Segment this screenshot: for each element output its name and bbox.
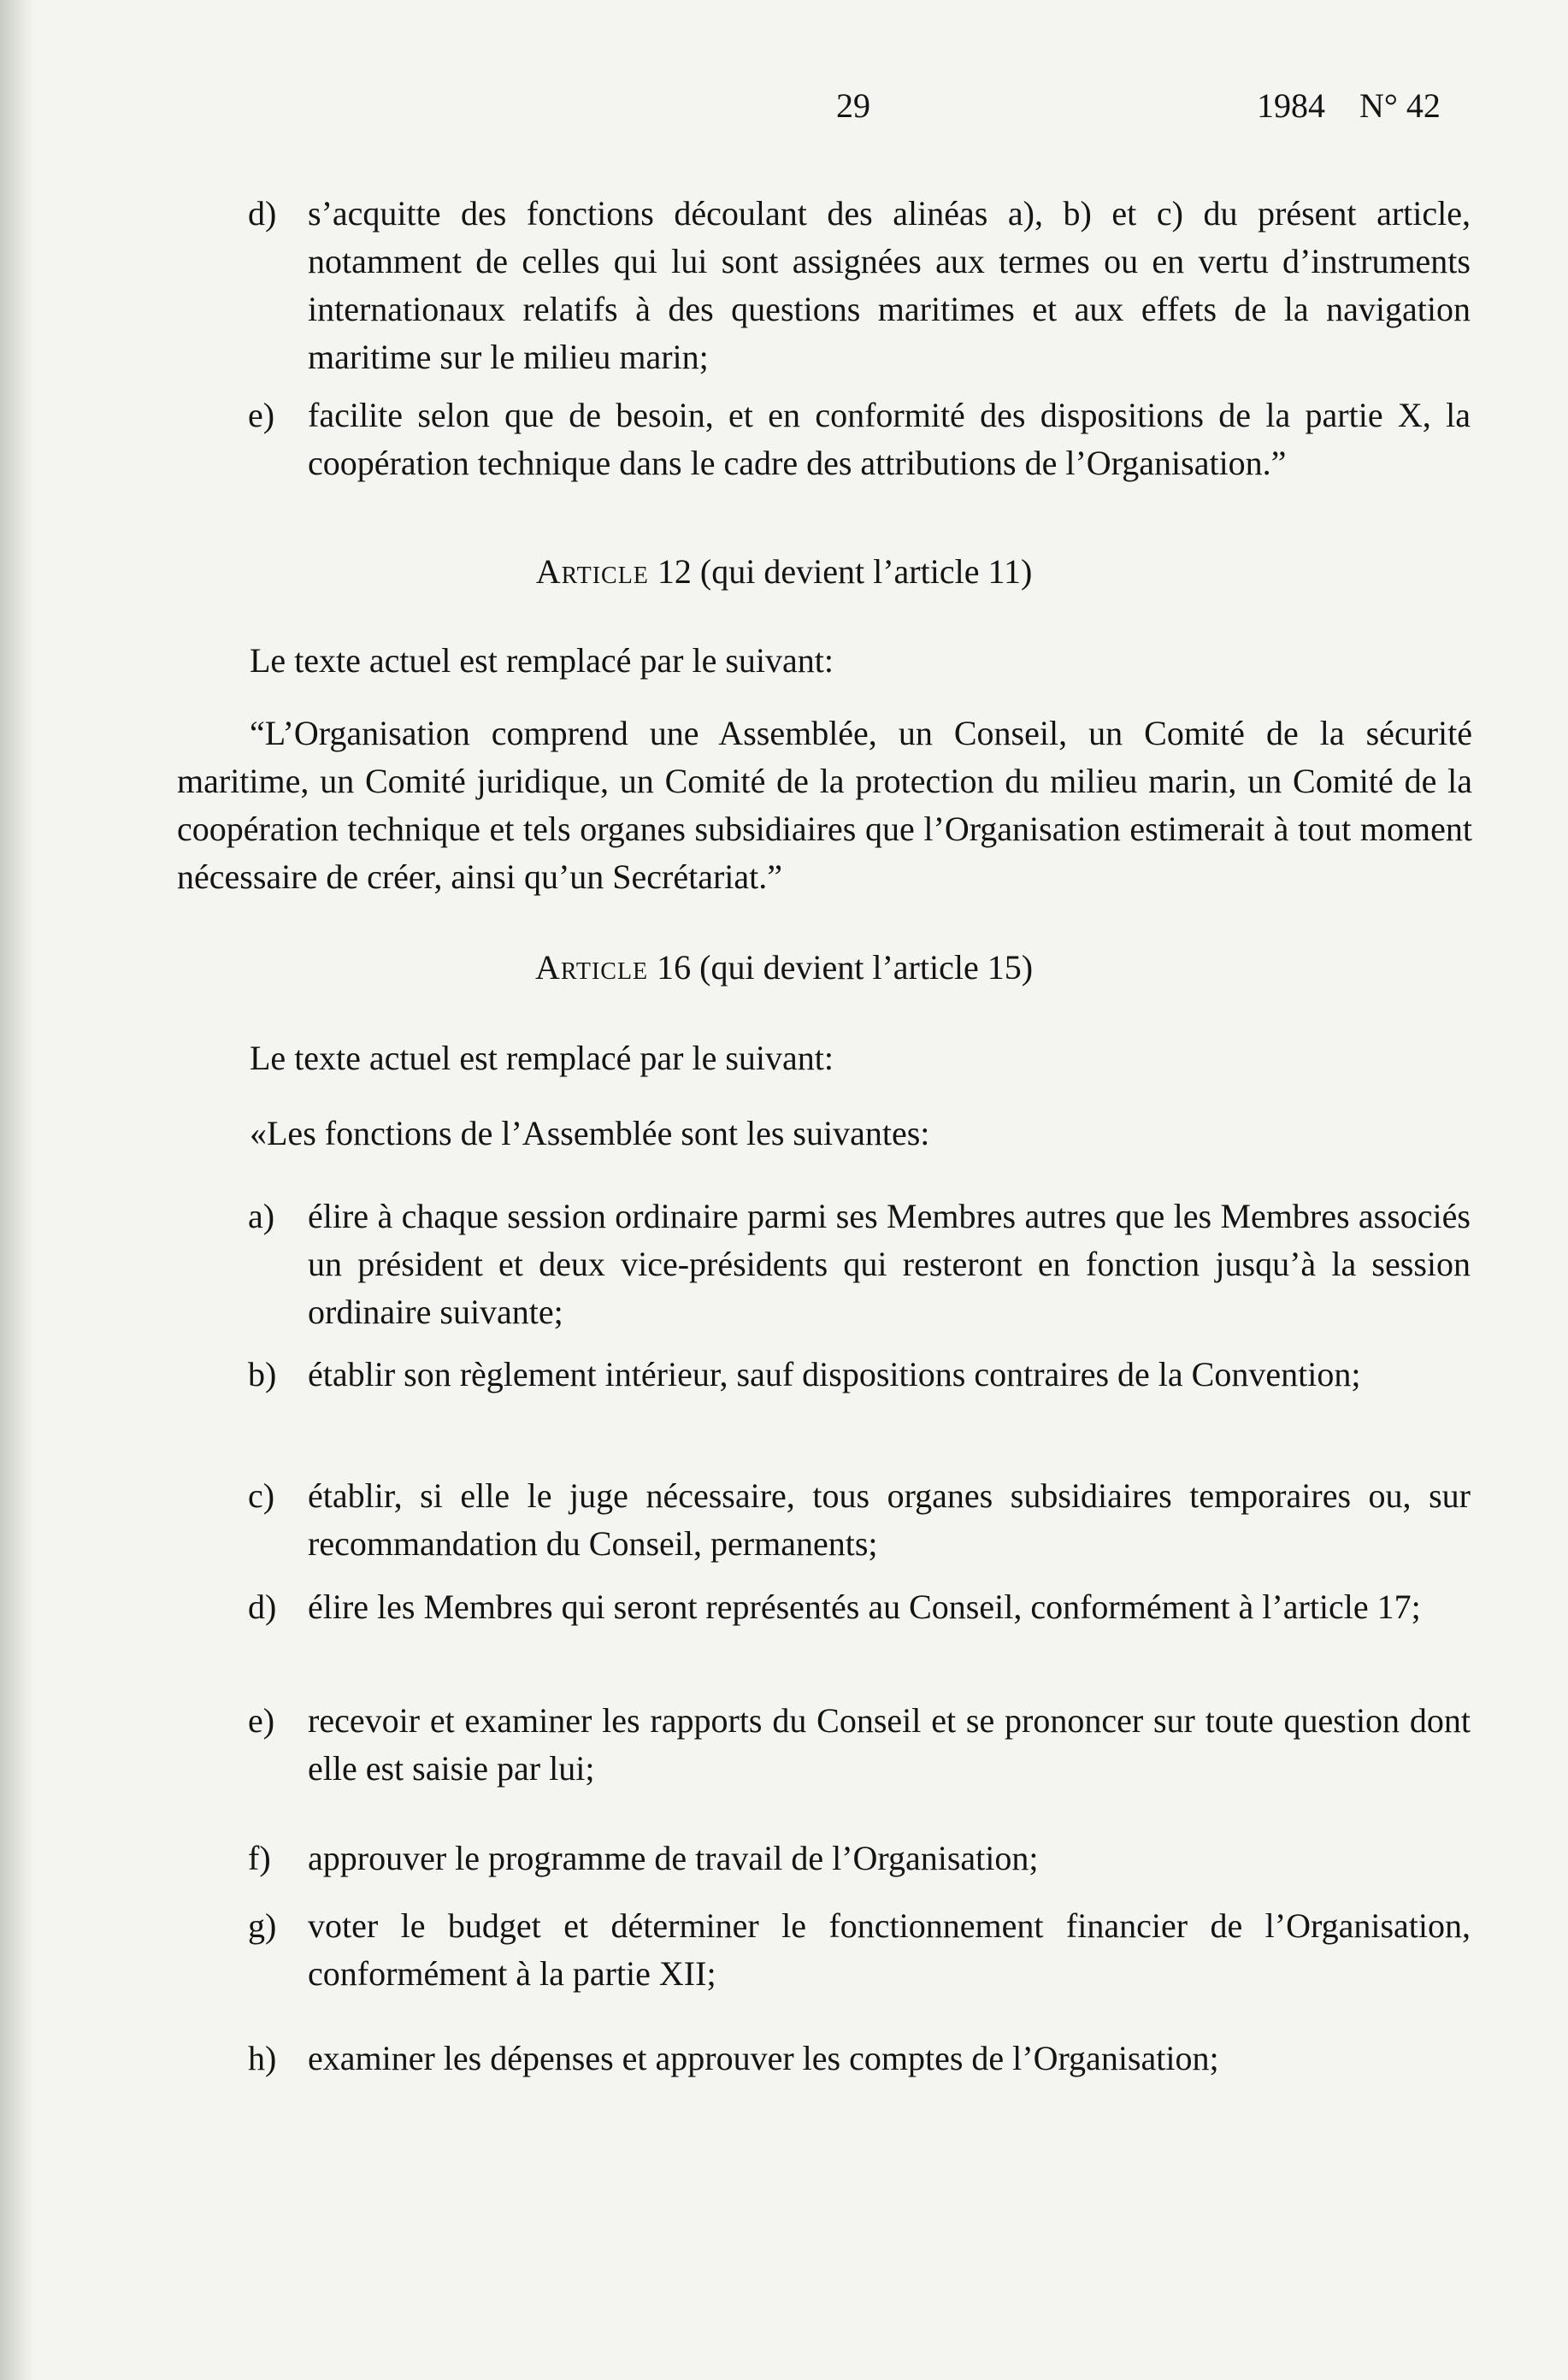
item-marker: e): [248, 1701, 275, 1740]
list-item: [248, 1351, 1471, 1399]
item-marker: c): [248, 1476, 275, 1515]
article-12-quote: “L’Organisation comprend une Assemblée, un Conseil, un Comité de la sécurité maritime, un Comité juridique, un Comité de la protection du milieu marin, un Comité de la coopération technique et tels organes subsidiaires que l’Organisation estimerait à tout moment nécessaire de créer, ainsi qu’un Secrétariat.”: [177, 714, 1472, 896]
item-text: facilite selon que de besoin, et en conformité des dispositions de la partie X, la coopération technique dans le cadre des attributions de l’Organisation.”: [308, 396, 1471, 482]
item-text: recevoir et examiner les rapports du Conseil et se prononcer sur toute question dont elle est saisie par lui;: [308, 1701, 1471, 1788]
item-text: élire à chaque session ordinaire parmi ses Membres autres que les Membres associés un président et deux vice-présidents qui resteront en fonction jusqu’à la session ordinaire suivante;: [308, 1197, 1471, 1331]
treaty-reference: 1984 N° 42: [1257, 86, 1441, 125]
item-text: établir, si elle le juge nécessaire, tous organes subsidiaires temporaires ou, sur recommandation du Conseil, permanents;: [308, 1476, 1471, 1563]
list-item: [248, 1583, 1471, 1631]
item-text: approuver le programme de travail de l’Organisation;: [308, 1839, 1039, 1877]
article-word: Article: [534, 948, 649, 987]
list-item: [248, 392, 1471, 487]
article-heading-text: 16 (qui devient l’article 15): [657, 948, 1034, 987]
item-text: élire les Membres qui seront représentés au Conseil, conformément à l’article 17;: [308, 1588, 1421, 1626]
article-12-heading: [0, 551, 1568, 592]
item-marker: a): [248, 1197, 275, 1235]
article-16-intro: «Les fonctions de l’Assemblée sont les suivantes:: [250, 1114, 930, 1152]
item-text: voter le budget et déterminer le fonctionnement financier de l’Organisation, conformément à la partie XII;: [308, 1906, 1471, 1993]
article-12-lead: Le texte actuel est remplacé par le suivant:: [250, 641, 834, 680]
list-item: [248, 1835, 1471, 1882]
article-16-heading: [0, 947, 1568, 987]
item-marker: h): [248, 2039, 277, 2077]
article-heading-text: 12 (qui devient l’article 11): [657, 552, 1033, 591]
item-text: examiner les dépenses et approuver les comptes de l’Organisation;: [308, 2039, 1219, 2077]
list-item: [248, 1472, 1471, 1568]
list-item: [248, 190, 1471, 381]
page-gutter-shadow: [0, 0, 34, 2380]
item-marker: g): [248, 1906, 277, 1945]
list-item: [248, 1697, 1471, 1793]
list-item: [248, 1193, 1471, 1336]
item-marker: b): [248, 1355, 277, 1393]
item-text: établir son règlement intérieur, sauf dispositions contraires de la Convention;: [308, 1355, 1361, 1393]
article-word: Article: [535, 552, 649, 591]
item-marker: d): [248, 194, 277, 233]
item-marker: d): [248, 1588, 277, 1626]
page-number: 29: [836, 86, 870, 125]
item-marker: f): [248, 1839, 271, 1877]
item-text: s’acquitte des fonctions découlant des alinéas a), b) et c) du présent article, notamment de celles qui lui sont assignées aux termes ou en vertu d’instruments internationaux relatifs à des questions maritimes et aux effets de la navigation maritime sur le milieu marin;: [308, 194, 1471, 376]
item-marker: e): [248, 396, 275, 434]
article-16-lead: Le texte actuel est remplacé par le suivant:: [250, 1039, 834, 1077]
list-item: [248, 1902, 1471, 1998]
list-item: [248, 2035, 1471, 2082]
